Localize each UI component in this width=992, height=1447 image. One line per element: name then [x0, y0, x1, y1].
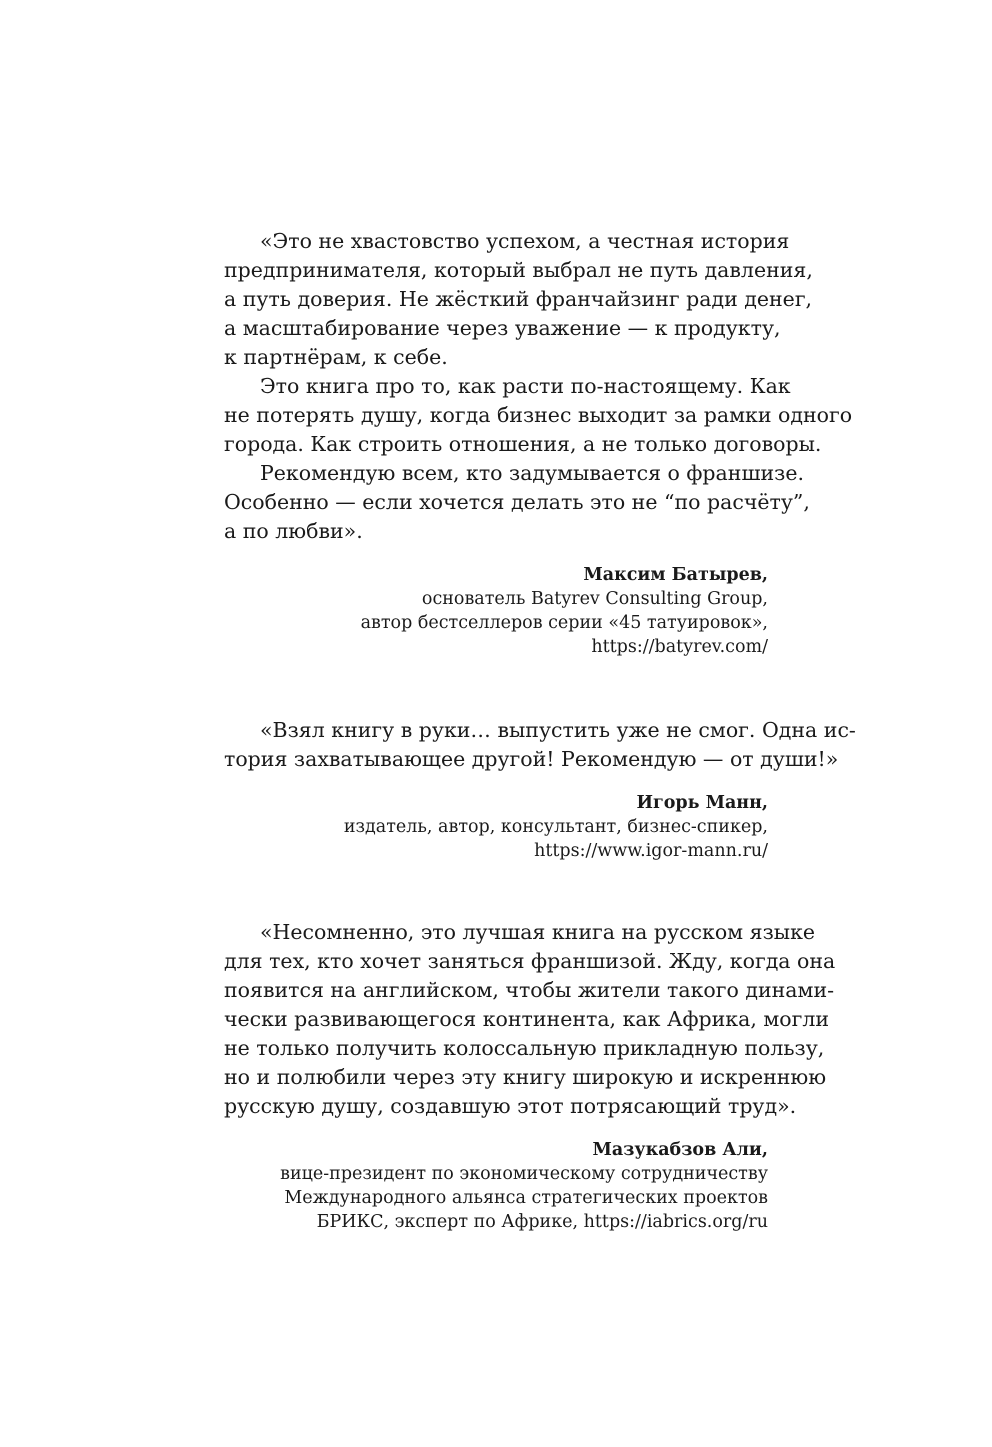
author-role-line: Международного альянса стратегических проектов — [284, 1188, 768, 1208]
testimonial-quote — [224, 918, 836, 1121]
quote-line: появится на английском, чтобы жители такого динами- — [224, 978, 835, 1002]
quote-line: а путь доверия. Не жёсткий франчайзинг ради денег, — [224, 287, 813, 311]
quote-line: а масштабирование через уважение — к продукту, — [224, 316, 781, 340]
testimonial-attribution — [224, 791, 768, 863]
quote-line: «Взял книгу в руки… выпустить уже не смог. Одна ис- — [260, 718, 856, 742]
testimonial-quote — [224, 227, 853, 546]
author-website: https://batyrev.com/ — [591, 637, 768, 657]
quote-line: Рекомендую всем, кто задумывается о франшизе. — [260, 461, 804, 485]
author-role-line: вице-президент по экономическому сотрудничеству — [280, 1164, 768, 1184]
author-name: Мазукабзов Али, — [592, 1140, 768, 1160]
quote-line: для тех, кто хочет заняться франшизой. Жду, когда она — [224, 949, 836, 973]
author-name: Максим Батырев, — [583, 565, 768, 585]
testimonial-batyrev — [224, 227, 853, 659]
author-name: Игорь Манн, — [636, 793, 768, 813]
quote-line: не потерять душу, когда бизнес выходит за рамки одного — [224, 403, 853, 427]
testimonial-attribution — [224, 563, 768, 659]
quote-line: Это книга про то, как расти по-настоящему. Как — [260, 374, 791, 398]
quote-line: чески развивающегося континента, как Африка, могли — [224, 1007, 830, 1031]
testimonial-mazukabzov — [224, 918, 836, 1234]
testimonial-quote — [224, 716, 856, 774]
testimonial-mann — [224, 716, 856, 863]
quote-line: русскую душу, создавшую этот потрясающий труд». — [224, 1094, 797, 1118]
author-role-line: издатель, автор, консультант, бизнес-спикер, — [343, 817, 768, 837]
quote-line: тория захватывающее другой! Рекомендую — от души!» — [224, 747, 839, 771]
author-role-line: автор бестселлеров серии «45 татуировок», — [360, 613, 768, 633]
quote-line: но и полюбили через эту книгу широкую и искреннюю — [224, 1065, 827, 1089]
author-role-line: БРИКС, эксперт по Африке, https://iabrics.org/ru — [316, 1212, 768, 1232]
quote-line: не только получить колоссальную прикладную пользу, — [224, 1036, 825, 1060]
quote-line: Особенно — если хочется делать это не “по расчёту”, — [224, 490, 810, 514]
quote-line: «Это не хвастовство успехом, а честная история — [260, 229, 790, 253]
quote-line: к партнёрам, к себе. — [224, 345, 448, 369]
author-role-line: основатель Batyrev Consulting Group, — [421, 589, 768, 609]
quote-line: а по любви». — [224, 519, 363, 543]
quote-line: «Несомненно, это лучшая книга на русском языке — [260, 920, 816, 944]
author-website: https://www.igor-mann.ru/ — [534, 841, 768, 861]
quote-line: города. Как строить отношения, а не только договоры. — [224, 432, 822, 456]
testimonial-attribution — [224, 1138, 768, 1234]
quote-line: предпринимателя, который выбрал не путь давления, — [224, 258, 813, 282]
